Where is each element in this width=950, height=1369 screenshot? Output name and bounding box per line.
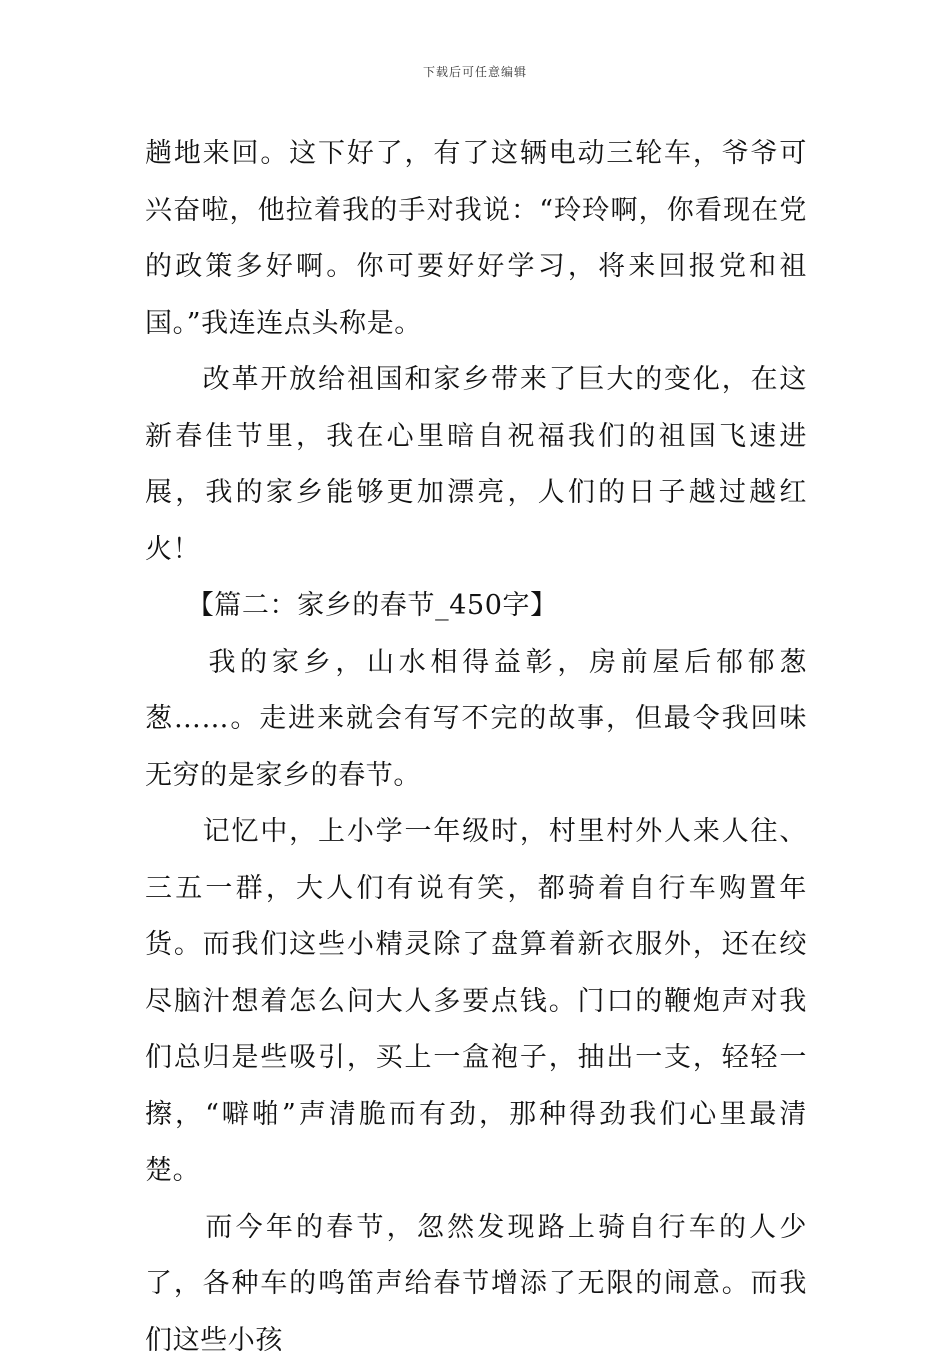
document-body — [145, 126, 807, 1369]
page-header: 下载后可任意编辑 — [0, 64, 950, 80]
paragraph-memory: 记忆中，上小学一年级时，村里村外人来人往、三五一群，大人们有说有笑，都骑着自行车购置年货。而我们这些小精灵除了盘算着新衣服外，还在绞尽脑汁想着怎么问大人多要点钱。门口的鞭炮声对我们总归是些吸引，买上一盒袍子，抽出一支，轻轻一擦，“噼啪”声清脆而有劲，那种得劲我们心里最清楚。 — [145, 804, 807, 1200]
paragraph-continuation: 趟地来回。这下好了，有了这辆电动三轮车，爷爷可兴奋啦，他拉着我的手对我说：“玲玲啊，你看现在党的政策多好啊。你可要好好学习，将来回报党和祖国。”我连连点头称是。 — [145, 126, 807, 352]
paragraph-reform: 改革开放给祖国和家乡带来了巨大的变化，在这新春佳节里，我在心里暗自祝福我们的祖国飞速进展，我的家乡能够更加漂亮，人们的日子越过越红火！ — [145, 352, 807, 578]
paragraph-this-year: 而今年的春节，忽然发现路上骑自行车的人少了，各种车的鸣笛声给春节增添了无限的闹意。而我们这些小孩 — [145, 1200, 807, 1369]
paragraph-hometown: 我的家乡，山水相得益彰，房前屋后郁郁葱葱……。走进来就会有写不完的故事，但最令我回味无穷的是家乡的春节。 — [145, 635, 807, 805]
section-heading: 【篇二：家乡的春节_450字】 — [145, 578, 807, 635]
